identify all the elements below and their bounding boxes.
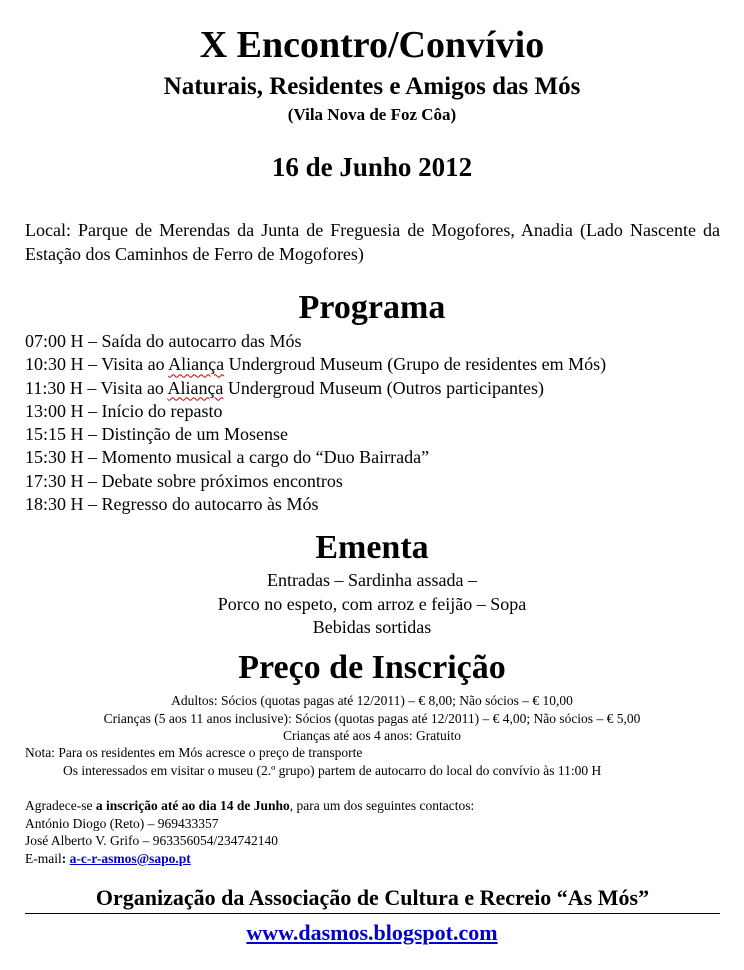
event-date: 16 de Junho 2012 [271,152,473,182]
schedule-time: 11:30 H [25,377,83,398]
menu-line: Entradas – Sardinha assada – [267,570,477,590]
organization-banner: Organização da Associação de Cultura e Recreio “As Mós” [25,884,720,914]
schedule-item: 15:15 H – Distinção de um Mosense [25,424,288,445]
price-line: Adultos: Sócios (quotas pagas até 12/2011) – € 8,00; Não sócios – € 10,00 [171,693,573,708]
note-line: Os interessados em visitar o museu (2.º grupo) partem de autocarro do local do convívio às 11:00 H [63,762,602,778]
contacts-intro: Agradece-se a inscrição até ao dia 14 de Junho, para um dos seguintes contactos: [25,798,475,813]
schedule-time: 07:00 H [25,331,84,351]
notes-block [25,744,601,779]
schedule-text: Momento musical a cargo do “Duo Bairrada” [101,447,430,468]
schedule-item: 10:30 H – Visita ao Aliança Undergroud Museum (Grupo de residentes em Mós) [25,354,607,375]
price-line: Crianças (5 aos 11 anos inclusive): Sócios (quotas pagas até 12/2011) – € 4,00; Não sócios – € 5,00 [103,710,641,726]
page-title: X Encontro/Convívio [199,24,545,66]
website-link[interactable]: www.dasmos.blogspot.com [246,920,498,945]
schedule-time: 18:30 H [25,494,84,515]
email-link[interactable]: a-c-r-asmos@sapo.pt [69,850,191,866]
price-line: Crianças até aos 4 anos: Gratuito [282,728,462,743]
schedule-time: 10:30 H [25,354,84,375]
programa-heading: Programa [298,289,446,326]
schedule-item: 07:00 H – Saída do autocarro das Mós [25,331,302,351]
website-line [0,918,744,948]
event-subtitle: Naturais, Residentes e Amigos das Mós [163,73,581,100]
price-block [0,692,744,745]
schedule-item: 18:30 H – Regresso do autocarro às Mós [25,494,319,515]
spellcheck-word: Aliança [168,354,225,375]
deadline-text: a inscrição até ao dia 14 de Junho [95,798,290,813]
schedule-item: 17:30 H – Debate sobre próximos encontros [25,470,343,491]
schedule-time: 13:00 H [25,400,84,421]
contact-line: José Alberto V. Grifo – 963356054/234742140 [25,833,278,848]
schedule-text: Debate sobre próximos encontros [101,470,343,491]
schedule-text: Visita ao [101,354,169,375]
schedule-time: 15:15 H [25,424,84,445]
ementa-heading: Ementa [315,529,429,566]
contacts-block [25,797,474,867]
preco-heading: Preço de Inscrição [238,649,506,686]
menu-line: Bebidas sortidas [312,617,432,637]
schedule-item: 11:30 H – Visita ao Aliança Undergroud Museum (Outros participantes) [25,377,545,398]
spellcheck-word: Aliança [167,377,224,398]
menu-block [0,569,744,640]
event-location: Local: Parque de Merendas da Junta de Freguesia de Mogofores, Anadia (Lado Nascente da Estação dos Caminhos de Ferro de Mogofores) [25,220,720,264]
menu-line: Porco no espeto, com arroz e feijão – Sopa [217,593,527,614]
schedule-text: Visita ao [100,377,168,398]
contact-line: António Diogo (Reto) – 969433357 [25,815,219,831]
schedule-list [25,330,606,516]
email-line: E-mail: a-c-r-asmos@sapo.pt [25,850,191,866]
schedule-text: Regresso do autocarro às Mós [101,494,319,515]
event-place: (Vila Nova de Foz Côa) [287,105,457,124]
schedule-item: 15:30 H – Momento musical a cargo do “Duo Bairrada” [25,447,430,468]
schedule-time: 15:30 H [25,447,84,468]
schedule-time: 17:30 H [25,470,84,491]
schedule-text: Início do repasto [101,400,223,421]
schedule-item: 13:00 H – Início do repasto [25,400,223,421]
schedule-text: Distinção de um Mosense [101,424,288,445]
note-line: Nota: Para os residentes em Mós acresce o preço de transporte [25,745,363,760]
schedule-text: Saída do autocarro das Mós [101,331,302,351]
